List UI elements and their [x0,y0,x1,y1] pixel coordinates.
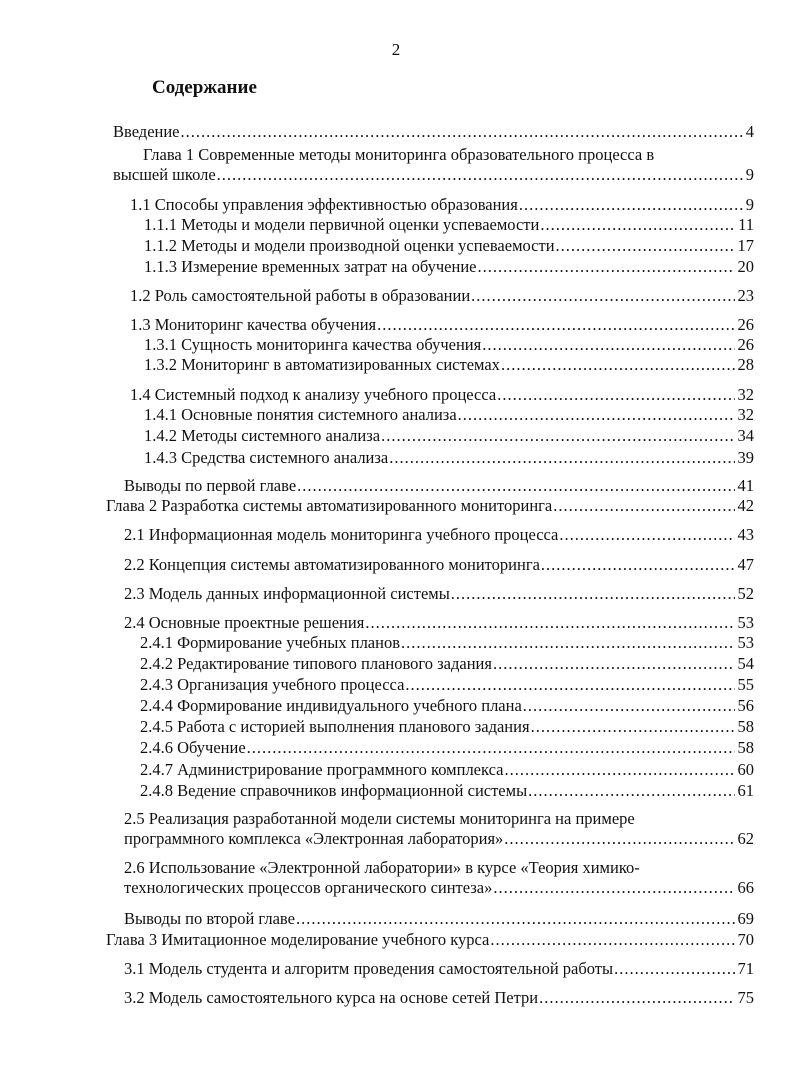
toc-entry-label: 2.4.5 Работа с историей выполнения планового задания [140,717,530,736]
toc-page-number: 70 [737,930,754,949]
toc-entry-label: 1.1.1 Методы и модели первичной оценки успеваемости [144,215,540,234]
toc-entry-label-line2: программного комплекса «Электронная лаборатория» [124,829,504,848]
toc-leader [493,878,734,898]
toc-page-number: 62 [737,829,754,848]
toc-page-number: 55 [737,675,754,694]
toc-entry-label-line2: высшей школе [113,165,216,184]
toc-entry-2-4-3[interactable] [140,675,754,695]
toc-entry-label-line1: Глава 1 Современные методы мониторинга образовательного процесса в [143,145,655,164]
toc-entry-label: Выводы по первой главе [124,476,297,495]
toc-leader [614,959,734,979]
toc-entry-label: 1.4.3 Средства системного анализа [144,448,389,467]
toc-leader [477,257,734,277]
toc-entry-label: Выводы по второй главе [124,909,295,928]
toc-entry-label: 2.3 Модель данных информационной системы [124,584,450,603]
toc-leader [559,525,734,545]
toc-leader [217,165,743,185]
toc-leader [528,781,734,801]
toc-entry-1-3-2[interactable] [144,355,754,375]
toc-page-number: 53 [737,633,754,652]
toc-leader [490,930,734,950]
toc-entry-2-4-8[interactable] [140,781,754,801]
toc-entry-1-4-2[interactable] [144,426,754,446]
toc-entry-introduction[interactable] [113,122,754,142]
toc-page-number: 52 [737,584,754,603]
toc-leader [405,675,734,695]
toc-entry-label: 1.2 Роль самостоятельной работы в образовании [130,286,471,305]
toc-entry-1-4-1[interactable] [144,405,754,425]
toc-entry-2-4-5[interactable] [140,717,754,737]
toc-entry-label: 2.4 Основные проектные решения [124,613,365,632]
toc-leader [377,315,734,335]
toc-entry-label: 2.1 Информационная модель мониторинга учебного процесса [124,525,559,544]
toc-entry-label: Глава 3 Имитационное моделирование учебного курса [106,930,490,949]
toc-leader [451,584,735,604]
page-number: 2 [391,40,401,59]
toc-entry-label-line1: 2.6 Использование «Электронной лаборатории» в курсе «Теория химико- [124,858,640,877]
toc-entry-2-1[interactable] [124,525,754,545]
toc-page-number: 26 [737,315,754,334]
toc-entry-2-6[interactable] [124,858,754,898]
toc-entry-3-2[interactable] [124,988,754,1008]
toc-leader [539,988,734,1008]
toc-page-number: 42 [737,496,754,515]
toc-entry-label: 1.4.1 Основные понятия системного анализа [144,405,457,424]
toc-page-number: 58 [737,738,754,757]
page-title: Содержание [152,77,257,98]
toc-entry-2-4-4[interactable] [140,696,754,716]
toc-page-number: 32 [737,385,754,404]
toc-entry-label: 1.4.2 Методы системного анализа [144,426,381,445]
toc-leader [247,738,735,758]
toc-entry-label: 1.1.3 Измерение временных затрат на обучение [144,257,477,276]
toc-entry-1-4[interactable] [130,385,754,405]
toc-page-number: 56 [737,696,754,715]
toc-page-number: 26 [737,335,754,354]
toc-leader [297,476,734,496]
toc-leader [401,633,734,653]
toc-entry-1-2[interactable] [130,286,754,306]
toc-page-number: 34 [737,426,754,445]
toc-entry-chapter-1[interactable] [113,145,754,185]
toc-page-number: 11 [738,215,754,234]
toc-page-number: 39 [737,448,754,467]
toc-entry-label: 2.4.3 Организация учебного процесса [140,675,405,694]
toc-entry-2-5[interactable] [124,809,754,849]
toc-entry-2-3[interactable] [124,584,754,604]
toc-entry-label: 2.4.8 Ведение справочников информационной системы [140,781,528,800]
toc-entry-label: 2.2 Концепция системы автоматизированного мониторинга [124,555,540,574]
toc-leader [504,829,734,849]
toc-entry-1-4-3[interactable] [144,448,754,468]
toc-page-number: 32 [737,405,754,424]
toc-leader [181,122,743,142]
toc-page-number: 4 [745,122,754,141]
toc-entry-label: 3.1 Модель студента и алгоритм проведения самостоятельной работы [124,959,614,978]
toc-leader [531,717,735,737]
toc-page-number: 69 [737,909,754,928]
toc-entry-label-line2: технологических процессов органического синтеза» [124,878,493,897]
toc-entry-2-4-6[interactable] [140,738,754,758]
toc-entry-label-line1: 2.5 Реализация разработанной модели системы мониторинга на примере [124,809,635,828]
toc-leader [471,286,734,306]
toc-entry-1-1-3[interactable] [144,257,754,277]
toc-entry-1-3[interactable] [130,315,754,335]
toc-page-number: 41 [737,476,754,495]
toc-entry-conclusions-2[interactable] [124,909,754,929]
toc-entry-1-1[interactable] [130,195,754,215]
toc-entry-label: 2.4.4 Формирование индивидуального учебного плана [140,696,522,715]
toc-leader [556,236,735,256]
toc-page-number: 17 [737,236,754,255]
toc-leader [540,215,735,235]
toc-entry-2-2[interactable] [124,555,754,575]
toc-entry-label: 2.4.1 Формирование учебных планов [140,633,401,652]
toc-page-number: 53 [737,613,754,632]
toc-page-number: 61 [737,781,754,800]
toc-page-number: 9 [745,165,754,184]
toc-page-number: 47 [737,555,754,574]
toc-leader [501,355,735,375]
toc-leader [523,696,735,716]
toc-entry-conclusions-1[interactable] [124,476,754,496]
toc-entry-chapter-3[interactable] [106,930,754,950]
toc-leader [389,448,734,468]
toc-entry-1-1-2[interactable] [144,236,754,256]
toc-entry-3-1[interactable] [124,959,754,979]
toc-leader [458,405,735,425]
toc-leader [541,555,735,575]
toc-leader [519,195,743,215]
toc-entry-label: 3.2 Модель самостоятельного курса на основе сетей Петри [124,988,539,1007]
toc-leader [493,654,735,674]
toc-leader [365,613,734,633]
toc-leader [504,760,734,780]
toc-page-number: 71 [737,959,754,978]
toc-entry-label: 1.3.2 Мониторинг в автоматизированных системах [144,355,500,374]
toc-leader [497,385,734,405]
toc-entry-label: 1.3 Мониторинг качества обучения [130,315,377,334]
toc-entry-2-4-2[interactable] [140,654,754,674]
toc-entry-label: 1.3.1 Сущность мониторинга качества обучения [144,335,482,354]
toc-leader [482,335,734,355]
toc-entry-label: 2.4.7 Администрирование программного комплекса [140,760,504,779]
toc-leader [381,426,734,446]
toc-entry-1-3-1[interactable] [144,335,754,355]
toc-entry-label: 1.4 Системный подход к анализу учебного процесса [130,385,497,404]
toc-entry-1-1-1[interactable] [144,215,754,235]
toc-page-number: 75 [737,988,754,1007]
toc-leader [553,496,734,516]
toc-page-number: 66 [737,878,754,897]
toc-leader [296,909,735,929]
toc-page-number: 54 [737,654,754,673]
toc-entry-chapter-2[interactable] [106,496,754,516]
toc-page-number: 43 [737,525,754,544]
toc-entry-label: Глава 2 Разработка системы автоматизированного мониторинга [106,496,553,515]
toc-entry-label: 1.1.2 Методы и модели производной оценки успеваемости [144,236,555,255]
toc-page-number: 58 [737,717,754,736]
toc-entry-label: 2.4.2 Редактирование типового планового задания [140,654,492,673]
toc-entry-2-4-1[interactable] [140,633,754,653]
toc-page-number: 20 [737,257,754,276]
toc-entry-2-4-7[interactable] [140,760,754,780]
toc-page-number: 23 [737,286,754,305]
toc-page-number: 28 [737,355,754,374]
toc-page-number: 9 [745,195,754,214]
toc-page-number: 60 [737,760,754,779]
toc-entry-label: 2.4.6 Обучение [140,738,246,757]
toc-entry-label: Введение [113,122,180,141]
toc-entry-label: 1.1 Способы управления эффективностью образования [130,195,518,214]
toc-entry-2-4[interactable] [124,613,754,633]
